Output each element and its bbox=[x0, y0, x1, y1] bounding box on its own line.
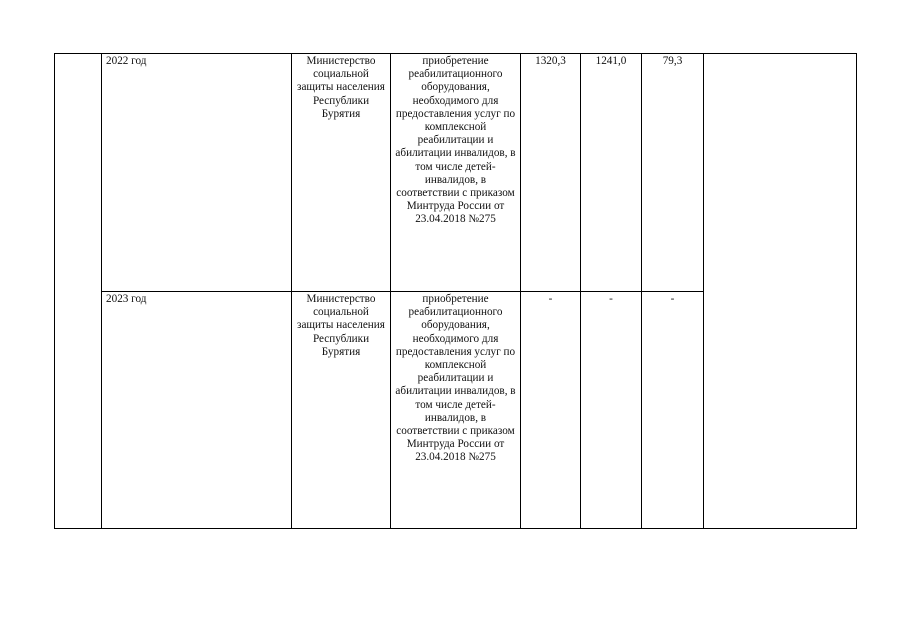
document-table bbox=[54, 53, 857, 529]
value-1-cell: - bbox=[521, 292, 581, 529]
event-cell: приобретение реабилитационного оборудования, необходимого для предоставления услуг по комплексной реабилитации и абилитации инвалидов, в том числе детей-инвалидов, в соответствии с приказом Минтруда России от 23.04.2018 №275 bbox=[391, 54, 521, 292]
year-cell: 2022 год bbox=[102, 54, 292, 292]
number-cell bbox=[55, 54, 102, 529]
value-3-cell: - bbox=[642, 292, 704, 529]
value-1-cell: 1320,3 bbox=[521, 54, 581, 292]
value-2-cell: - bbox=[581, 292, 642, 529]
event-cell: приобретение реабилитационного оборудования, необходимого для предоставления услуг по комплексной реабилитации и абилитации инвалидов, в том числе детей-инвалидов, в соответствии с приказом Минтруда России от 23.04.2018 №275 bbox=[391, 292, 521, 529]
note-cell bbox=[704, 54, 857, 529]
table-row bbox=[55, 54, 857, 292]
year-cell: 2023 год bbox=[102, 292, 292, 529]
executor-cell: Министерство социальной защиты населения Республики Бурятия bbox=[292, 292, 391, 529]
value-3-cell: 79,3 bbox=[642, 54, 704, 292]
value-2-cell: 1241,0 bbox=[581, 54, 642, 292]
executor-cell: Министерство социальной защиты населения Республики Бурятия bbox=[292, 54, 391, 292]
